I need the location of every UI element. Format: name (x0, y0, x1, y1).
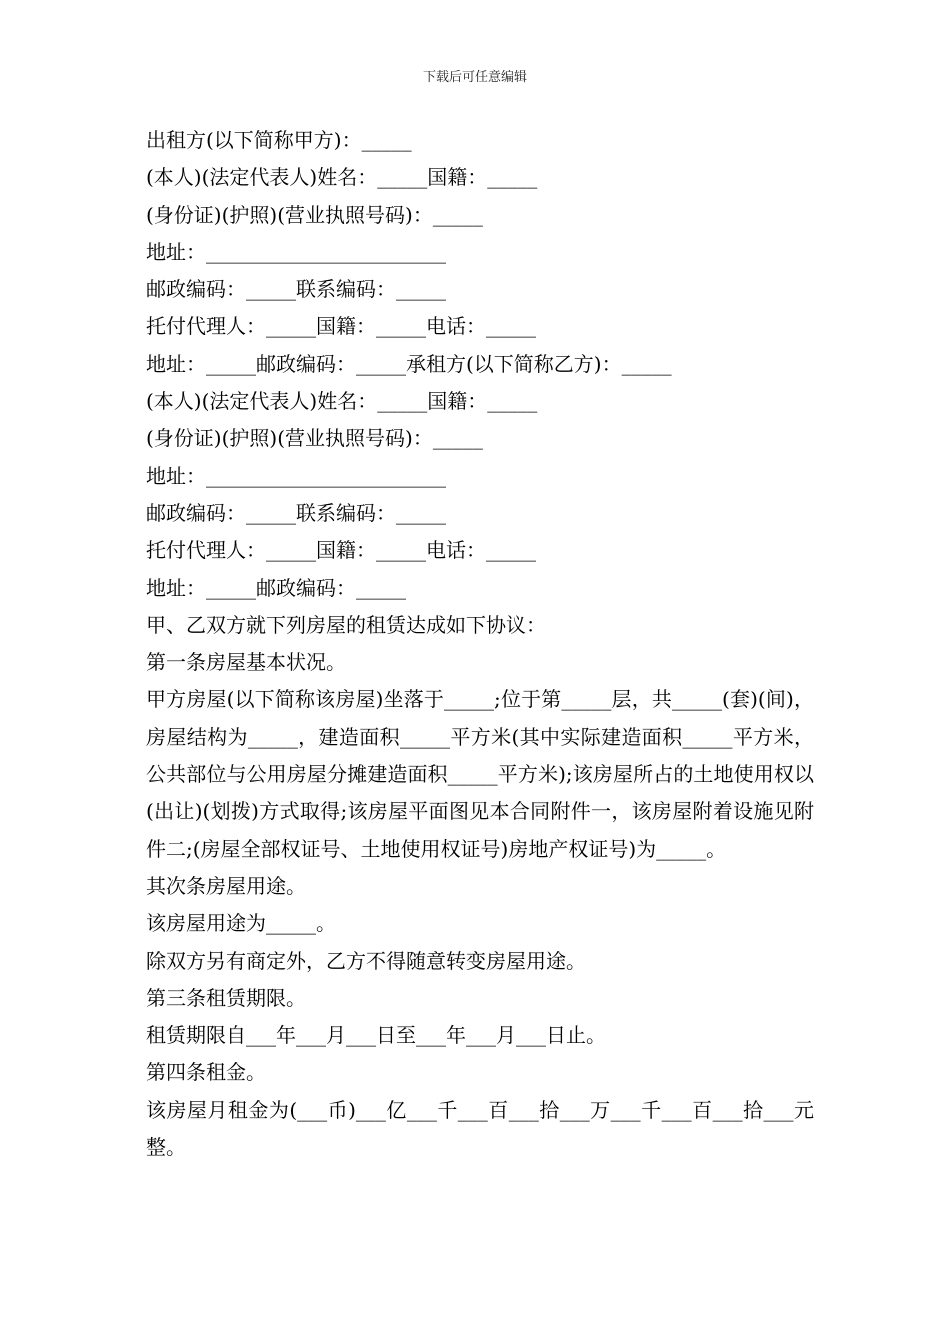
article-title: 第三条租赁期限。 (146, 985, 306, 1010)
lessor-line: 地址：_____邮政编码：_____承租方(以下简称乙方)：_____ (146, 351, 672, 376)
lessee-line: 托付代理人：_____国籍：_____电话：_____ (146, 538, 536, 563)
article-body: 甲方房屋(以下简称该房屋)坐落于_____;位于第_____层，共_____(套)(间)，房屋结构为_____，建造面积_____平方米(其中实际建造面积_____平方米，公共部位与公用房屋分摊建造面积_____平方米);该房屋所占的土地使用权以(出让)(划拨)方式取得;该房屋平面图见本合同附件一，该房屋附着设施见附件二;(房屋全部权证号、土地使用权证号)房地产权证号)为_____。 (146, 687, 814, 861)
lessor-line: 托付代理人：_____国籍：_____电话：_____ (146, 314, 536, 339)
lessor-line: 地址：________________________ (146, 239, 446, 264)
lessee-line: (本人)(法定代表人)姓名：_____国籍：_____ (146, 389, 538, 414)
article-body: 该房屋月租金为(___币)___亿___千___百___拾___万___千___百___拾___元整。 (146, 1097, 814, 1160)
lessor-line: (本人)(法定代表人)姓名：_____国籍：_____ (146, 165, 538, 190)
lessor-line: 邮政编码：_____联系编码：_____ (146, 277, 446, 302)
lessor-line: 出租方(以下简称甲方)：_____ (146, 128, 412, 152)
contract-body (146, 122, 814, 1166)
article-title: 其次条房屋用途。 (146, 873, 306, 898)
lessee-line: 邮政编码：_____联系编码：_____ (146, 500, 446, 525)
article-title: 第四条租金。 (146, 1060, 266, 1085)
article-title: 第一条房屋基本状况。 (146, 650, 346, 675)
article-body: 该房屋用途为_____。 (146, 911, 336, 936)
lessee-line: (身份证)(护照)(营业执照号码)：_____ (146, 426, 483, 451)
lessor-line: (身份证)(护照)(营业执照号码)：_____ (146, 202, 483, 227)
page-header: 下载后可任意编辑 (422, 70, 527, 85)
article-body: 除双方另有商定外，乙方不得随意转变房屋用途。 (146, 948, 586, 973)
agreement-intro: 甲、乙双方就下列房屋的租赁达成如下协议： (146, 612, 546, 637)
article-body: 租赁期限自___年___月___日至___年___月___日止。 (146, 1023, 606, 1048)
lessee-line: 地址：_____邮政编码：_____ (146, 575, 406, 600)
lessee-line: 地址：________________________ (146, 463, 446, 488)
